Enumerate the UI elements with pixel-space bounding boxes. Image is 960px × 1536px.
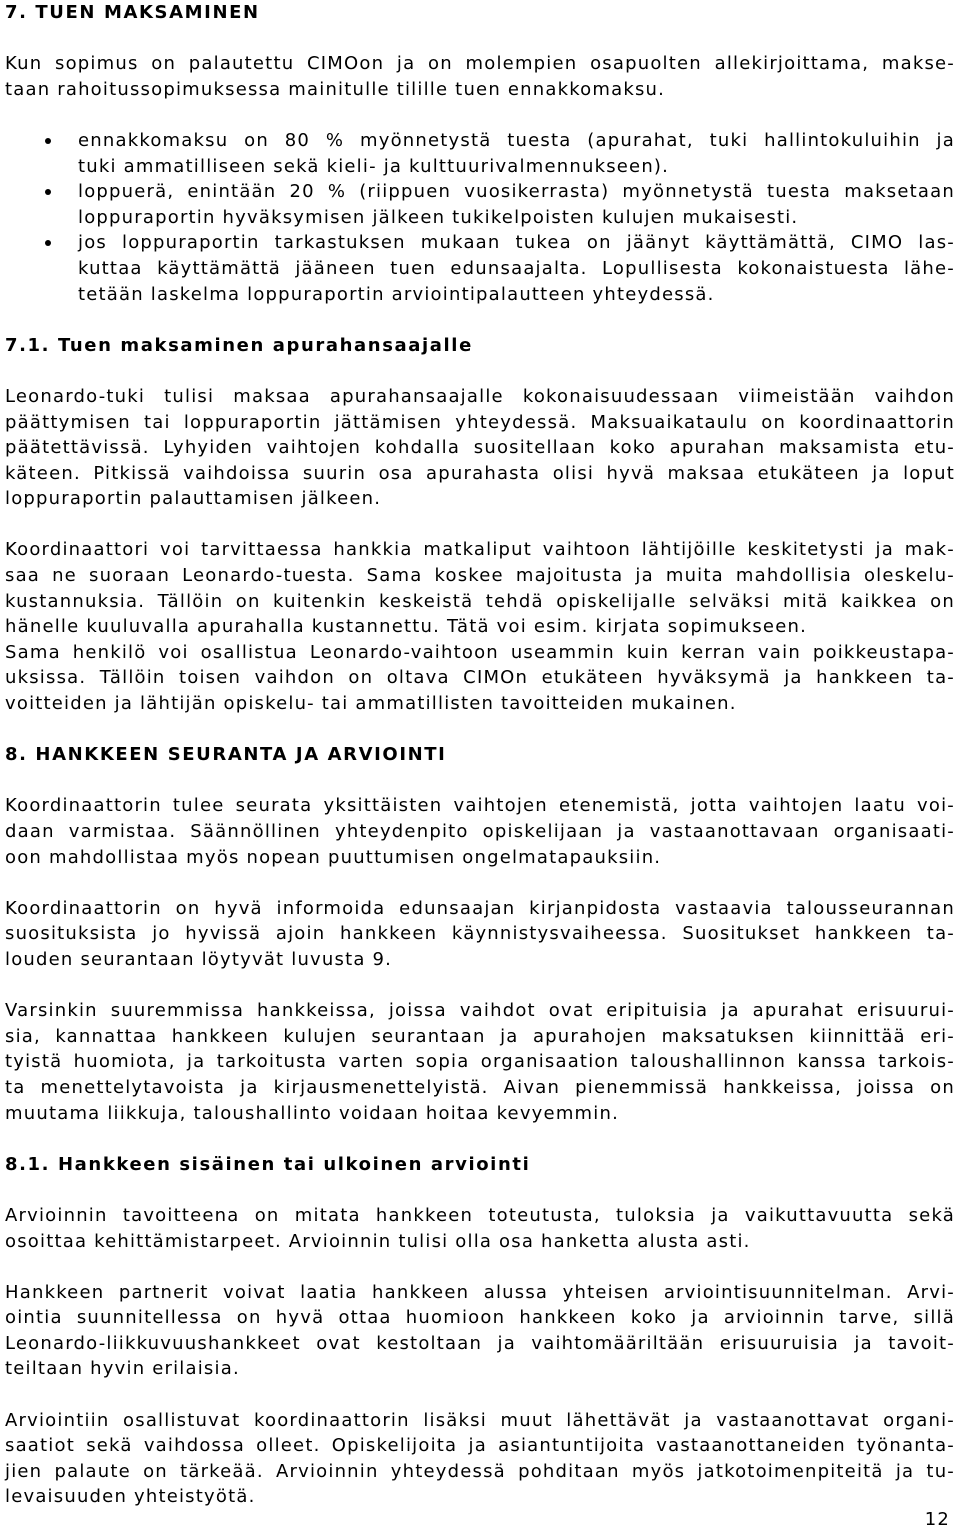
text-line: uksissa. Tällöin toisen vaihdon on oltava CIMOn etukäteen hyväksymä ja hankkeen ta- <box>5 667 955 689</box>
text-line: taan rahoitussopimuksessa mainitulle tilille tuen ennakkomaksu. <box>5 78 666 100</box>
paragraph <box>5 793 955 870</box>
paragraph <box>5 1280 955 1382</box>
text-line: oon mahdollistaa myös nopean puuttumisen ongelmatapauksiin. <box>5 846 662 868</box>
paragraph <box>5 896 955 973</box>
text-line: jien palaute on tärkeää. Arvioinnin yhteydessä pohditaan myös jatkotoimenpiteitä ja tu- <box>5 1460 955 1482</box>
text-line: Koordinaattori voi tarvittaessa hankkia matkaliput vaihtoon lähtijöille keskitetysti ja mak- <box>5 539 955 561</box>
text-line: sia, kannattaa hankkeen kulujen seurantaan ja apurahojen maksatuksen kiinnittää eri- <box>5 1025 955 1047</box>
text-line: Arvioinnin tavoitteena on mitata hankkeen toteutusta, tuloksia ja vaikuttavuutta sekä <box>5 1204 955 1226</box>
text-line: loppuraportin palauttamisen jälkeen. <box>5 488 382 510</box>
text-line: Koordinaattorin on hyvä informoida edunsaajan kirjanpidosta vastaavia talousseurannan <box>5 897 955 919</box>
text-line: daan varmistaa. Säännöllinen yhteydenpito opiskelijaan ja vastaanottavaan organisaati- <box>5 821 955 842</box>
text-line: saa ne suoraan Leonardo-tuesta. Sama koskee majoitusta ja muita mahdollisia oleskelu- <box>5 565 955 587</box>
bullet-item <box>5 230 955 307</box>
text-line: ointia suunnitellessa on hyvä ottaa huomioon hankkeen koko ja arvioinnin tarve, sillä <box>5 1307 955 1329</box>
paragraph <box>5 1203 955 1254</box>
text-line: hänelle kuuluvalla apurahalla kustannettu. Tätä voi esim. kirjata sopimukseen. <box>5 616 807 638</box>
text-line: loppuraportin hyväksymisen jälkeen tukikelpoisten kulujen mukaisesti. <box>78 206 799 228</box>
text-line: jos loppuraportin tarkastuksen mukaan tukea on jäänyt käyttämättä, CIMO las- <box>78 232 955 254</box>
text-line: Leonardo-tuki tulisi maksaa apurahansaajalle kokonaisuudessaan viimeistään vaihdon <box>5 385 955 407</box>
subsection-heading: 8.1. Hankkeen sisäinen tai ulkoinen arviointi <box>5 1153 531 1175</box>
section-heading: 8. HANKKEEN SEURANTA JA ARVIOINTI <box>5 744 447 766</box>
document-page <box>5 0 955 1536</box>
paragraph <box>5 1408 955 1510</box>
bullet-icon <box>45 138 51 144</box>
paragraph <box>5 51 955 102</box>
text-line: ennakkomaksu on 80 % myönnetystä tuesta (apurahat, tuki hallintokuluihin ja <box>78 129 955 151</box>
text-line: Leonardo-liikkuvuushankkeet ovat kestoltaan ja vaihtomääriltään erisuuruisia ja tavoit- <box>5 1332 955 1354</box>
bullet-item <box>5 179 955 230</box>
page-number: 12 <box>924 1509 950 1530</box>
text-line: päätettävissä. Lyhyiden vaihtojen kohdalla suositellaan koko apurahan maksamista etu- <box>5 437 955 459</box>
text-line: muutama liikkuja, taloushallinto voidaan hoitaa kevyemmin. <box>5 1102 620 1124</box>
subsection-heading: 7.1. Tuen maksaminen apurahansaajalle <box>5 334 473 356</box>
text-line: teiltaan hyvin erilaisia. <box>5 1358 240 1380</box>
text-line: päättymisen tai loppuraportin jättämisen yhteydessä. Maksuaikataulu on koordinaattorin <box>5 411 955 433</box>
text-line: voitteiden ja lähtijän opiskelu- tai ammatillisten tavoitteiden mukainen. <box>5 693 737 715</box>
text-line: tuki ammatilliseen sekä kieli- ja kulttuurivalmennukseen). <box>78 155 670 177</box>
text-line: Arviointiin osallistuvat koordinaattorin lisäksi muut lähettävät ja vastaanottavat organi- <box>5 1409 955 1431</box>
text-line: Varsinkin suuremmissa hankkeissa, joissa vaihdot ovat eripituisia ja apurahat erisuurui- <box>5 1000 955 1022</box>
text-line: saatiot sekä vaihdossa olleet. Opiskelijoita ja asiantuntijoita vastaanottaneiden työnanta- <box>5 1435 955 1457</box>
bullet-icon <box>45 189 51 195</box>
paragraph <box>5 998 955 1126</box>
text-line: tetään laskelma loppuraportin arviointipalautteen yhteydessä. <box>78 283 715 305</box>
text-line: osoittaa kehittämistarpeet. Arvioinnin tulisi olla osa hanketta alusta asti. <box>5 1230 751 1252</box>
text-line: levaisuuden yhteistyötä. <box>5 1486 256 1508</box>
text-line: Koordinaattorin tulee seurata yksittäisten vaihtojen etenemistä, jotta vaihtojen laatu voi- <box>5 795 955 817</box>
text-line: suosituksista jo hyvissä ajoin hankkeen käynnistysvaiheessa. Suositukset hankkeen ta- <box>5 923 955 945</box>
section-heading: 7. TUEN MAKSAMINEN <box>5 2 260 23</box>
text-line: Sama henkilö voi osallistua Leonardo-vaihtoon useammin kuin kerran vain poikkeustapa- <box>5 641 955 663</box>
bullet-icon <box>45 240 51 246</box>
text-line: kustannuksia. Tällöin on kuitenkin keskeistä tehdä opiskelijalle selväksi mitä kaikkea on <box>5 590 955 612</box>
paragraph <box>5 537 955 716</box>
text-line: louden seurantaan löytyvät luvusta 9. <box>5 948 393 970</box>
text-line: tyistä huomiota, ja tarkoitusta varten sopia organisaation taloushallinnon kanssa tarkois- <box>5 1051 955 1073</box>
text-line: Kun sopimus on palautettu CIMOon ja on molempien osapuolten allekirjoittama, makse- <box>5 53 955 75</box>
paragraph <box>5 384 955 512</box>
text-line: kuttaa käyttämättä jääneen tuen edunsaajalta. Lopullisesta kokonaistuesta lähe- <box>78 257 955 279</box>
bullet-list <box>5 128 955 307</box>
text-line: loppuerä, enintään 20 % (riippuen vuosikerrasta) myönnetystä tuesta maksetaan <box>78 181 955 203</box>
text-line: ta menettelytavoista ja kirjausmenettelyistä. Aivan pienemmissä hankkeissa, joissa on <box>5 1076 955 1098</box>
text-line: käteen. Pitkissä vaihdoissa suurin osa apurahasta olisi hyvä maksaa etukäteen ja loput <box>5 462 955 484</box>
bullet-item <box>5 128 955 179</box>
text-line: Hankkeen partnerit voivat laatia hankkeen alussa yhteisen arviointisuunnitelman. Arvi- <box>5 1281 955 1303</box>
